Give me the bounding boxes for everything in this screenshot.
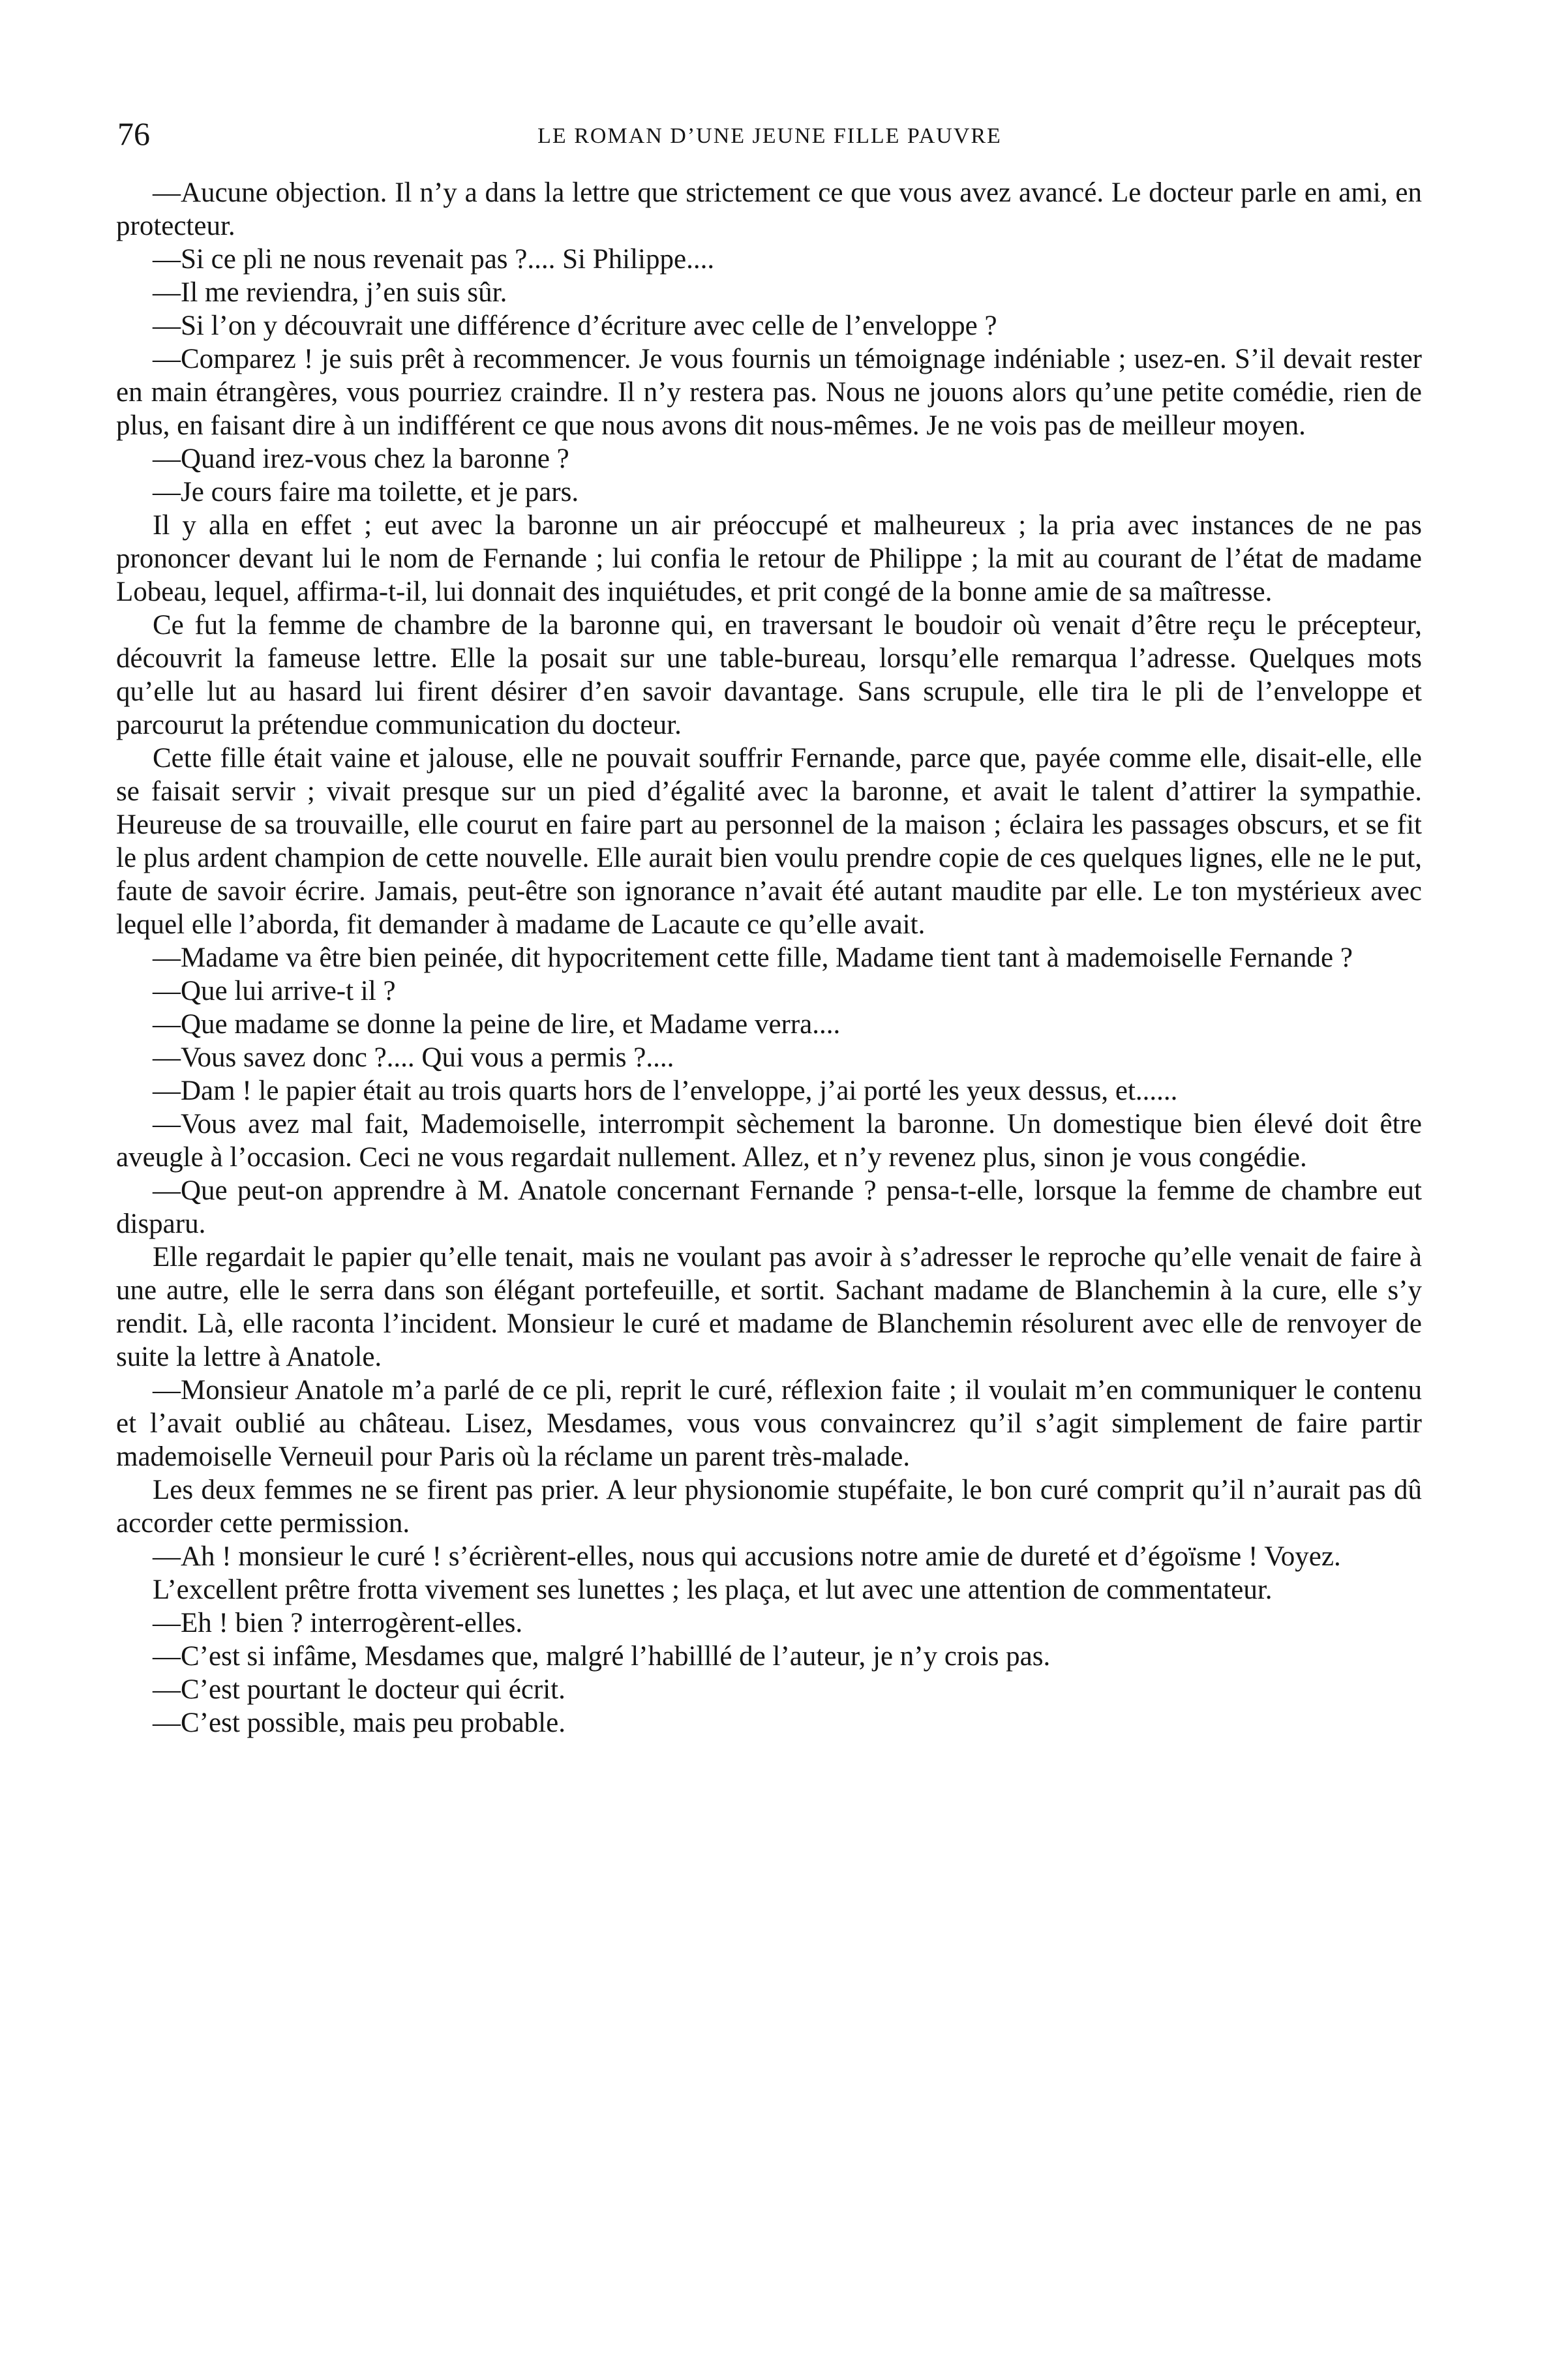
paragraph: Elle regardait le papier qu’elle tenait, mais ne voulant pas avoir à s’adresser le reproche qu’elle venait de faire à une autre, elle le serra dans son élégant portefeuille, et sortit. Sachant madame de Blanchemin à la cure, elle s’y rendit. Là, elle raconta l’incident. Monsieur le curé et madame de Blanchemin résolurent avec elle de renvoyer de suite la lettre à Anatole.: [116, 1242, 1422, 1372]
running-title: LE ROMAN D’UNE JEUNE FILLE PAUVRE: [537, 124, 1002, 148]
paragraph: —Vous avez mal fait, Mademoiselle, interrompit sèchement la baronne. Un domestique bien élevé doit être aveugle à l’occasion. Ceci ne vous regardait nullement. Allez, et n’y revenez plus, sinon je vous congédie.: [116, 1109, 1422, 1173]
paragraph: L’excellent prêtre frotta vivement ses lunettes ; les plaça, et lut avec une attention de commentateur.: [153, 1574, 1273, 1605]
paragraph: —Je cours faire ma toilette, et je pars.: [153, 477, 579, 507]
paragraph: —Ah ! monsieur le curé ! s’écrièrent-elles, nous qui accusions notre amie de dureté et d’égoïsme ! Voyez.: [153, 1541, 1341, 1572]
paragraph: —Vous savez donc ?.... Qui vous a permis ?....: [153, 1042, 674, 1073]
body-text: [116, 176, 1422, 1740]
paragraph: —Dam ! le papier était au trois quarts hors de l’enveloppe, j’ai porté les yeux dessus, et......: [153, 1076, 1178, 1106]
paragraph: Il y alla en effet ; eut avec la baronne un air préoccupé et malheureux ; la pria avec instances de ne pas prononcer devant lui le nom de Fernande ; lui confia le retour de Philippe ; la mit au courant de l’état de madame Lobeau, lequel, affirma-t-il, lui donnait des inquiétudes, et prit congé de la bonne amie de sa maîtresse.: [116, 510, 1422, 607]
paragraph: —Quand irez-vous chez la baronne ?: [153, 444, 569, 474]
paragraph: —Aucune objection. Il n’y a dans la lettre que strictement ce que vous avez avancé. Le docteur parle en ami, en protecteur.: [116, 177, 1422, 241]
paragraph: —Si ce pli ne nous revenait pas ?.... Si Philippe....: [153, 244, 715, 275]
paragraph: —C’est pourtant le docteur qui écrit.: [153, 1674, 565, 1705]
paragraph: —C’est possible, mais peu probable.: [153, 1708, 565, 1738]
paragraph: Ce fut la femme de chambre de la baronne qui, en traversant le boudoir où venait d’être reçu le précepteur, découvrit la fameuse lettre. Elle la posait sur une table-bureau, lorsqu’elle remarqua l’adresse. Quelques mots qu’elle lut au hasard lui firent désirer d’en savoir davantage. Sans scrupule, elle tira le pli de l’enveloppe et parcourut la prétendue communication du docteur.: [116, 610, 1422, 740]
paragraph: —C’est si infâme, Mesdames que, malgré l’habilllé de l’auteur, je n’y crois pas.: [153, 1641, 1051, 1672]
paragraph: —Madame va être bien peinée, dit hypocritement cette fille, Madame tient tant à mademoiselle Fernande ?: [153, 942, 1353, 973]
page-number: 76: [117, 115, 150, 152]
paragraph: —Monsieur Anatole m’a parlé de ce pli, reprit le curé, réflexion faite ; il voulait m’en communiquer le contenu et l’avait oublié au château. Lisez, Mesdames, vous vous convaincrez qu’il s’agit simplement de faire partir mademoiselle Verneuil pour Paris où la réclame un parent très-malade.: [116, 1375, 1422, 1472]
paragraph: Les deux femmes ne se firent pas prier. A leur physionomie stupéfaite, le bon curé comprit qu’il n’aurait pas dû accorder cette permission.: [116, 1475, 1422, 1539]
paragraph: —Que madame se donne la peine de lire, et Madame verra....: [153, 1009, 841, 1040]
paragraph: —Si l’on y découvrait une différence d’écriture avec celle de l’enveloppe ?: [153, 310, 997, 341]
page-header: [117, 114, 1422, 153]
paragraph: —Comparez ! je suis prêt à recommencer. Je vous fournis un témoignage indéniable ; usez-en. S’il devait rester en main étrangères, vous pourriez craindre. Il n’y restera pas. Nous ne jouons alors qu’une petite comédie, rien de plus, en faisant dire à un indifférent ce que nous avons dit nous-mêmes. Je ne vois pas de meilleur moyen.: [116, 344, 1422, 441]
paragraph: —Que lui arrive-t il ?: [153, 976, 396, 1006]
paragraph: —Eh ! bien ? interrogèrent-elles.: [153, 1608, 523, 1638]
paragraph: —Il me reviendra, j’en suis sûr.: [153, 277, 507, 308]
paragraph: —Que peut-on apprendre à M. Anatole concernant Fernande ? pensa-t-elle, lorsque la femme de chambre eut disparu.: [116, 1175, 1422, 1239]
paragraph: Cette fille était vaine et jalouse, elle ne pouvait souffrir Fernande, parce que, payée comme elle, disait-elle, elle se faisait servir ; vivait presque sur un pied d’égalité avec la baronne, et avait le talent d’attirer la sympathie. Heureuse de sa trouvaille, elle courut en faire part au personnel de la maison ; éclaira les passages obscurs, et se fit le plus ardent champion de cette nouvelle. Elle aurait bien voulu prendre copie de ces quelques lignes, elle ne le put, faute de savoir écrire. Jamais, peut-être son ignorance n’avait été autant maudite par elle. Le ton mystérieux avec lequel elle l’aborda, fit demander à madame de Lacaute ce qu’elle avait.: [116, 743, 1422, 940]
